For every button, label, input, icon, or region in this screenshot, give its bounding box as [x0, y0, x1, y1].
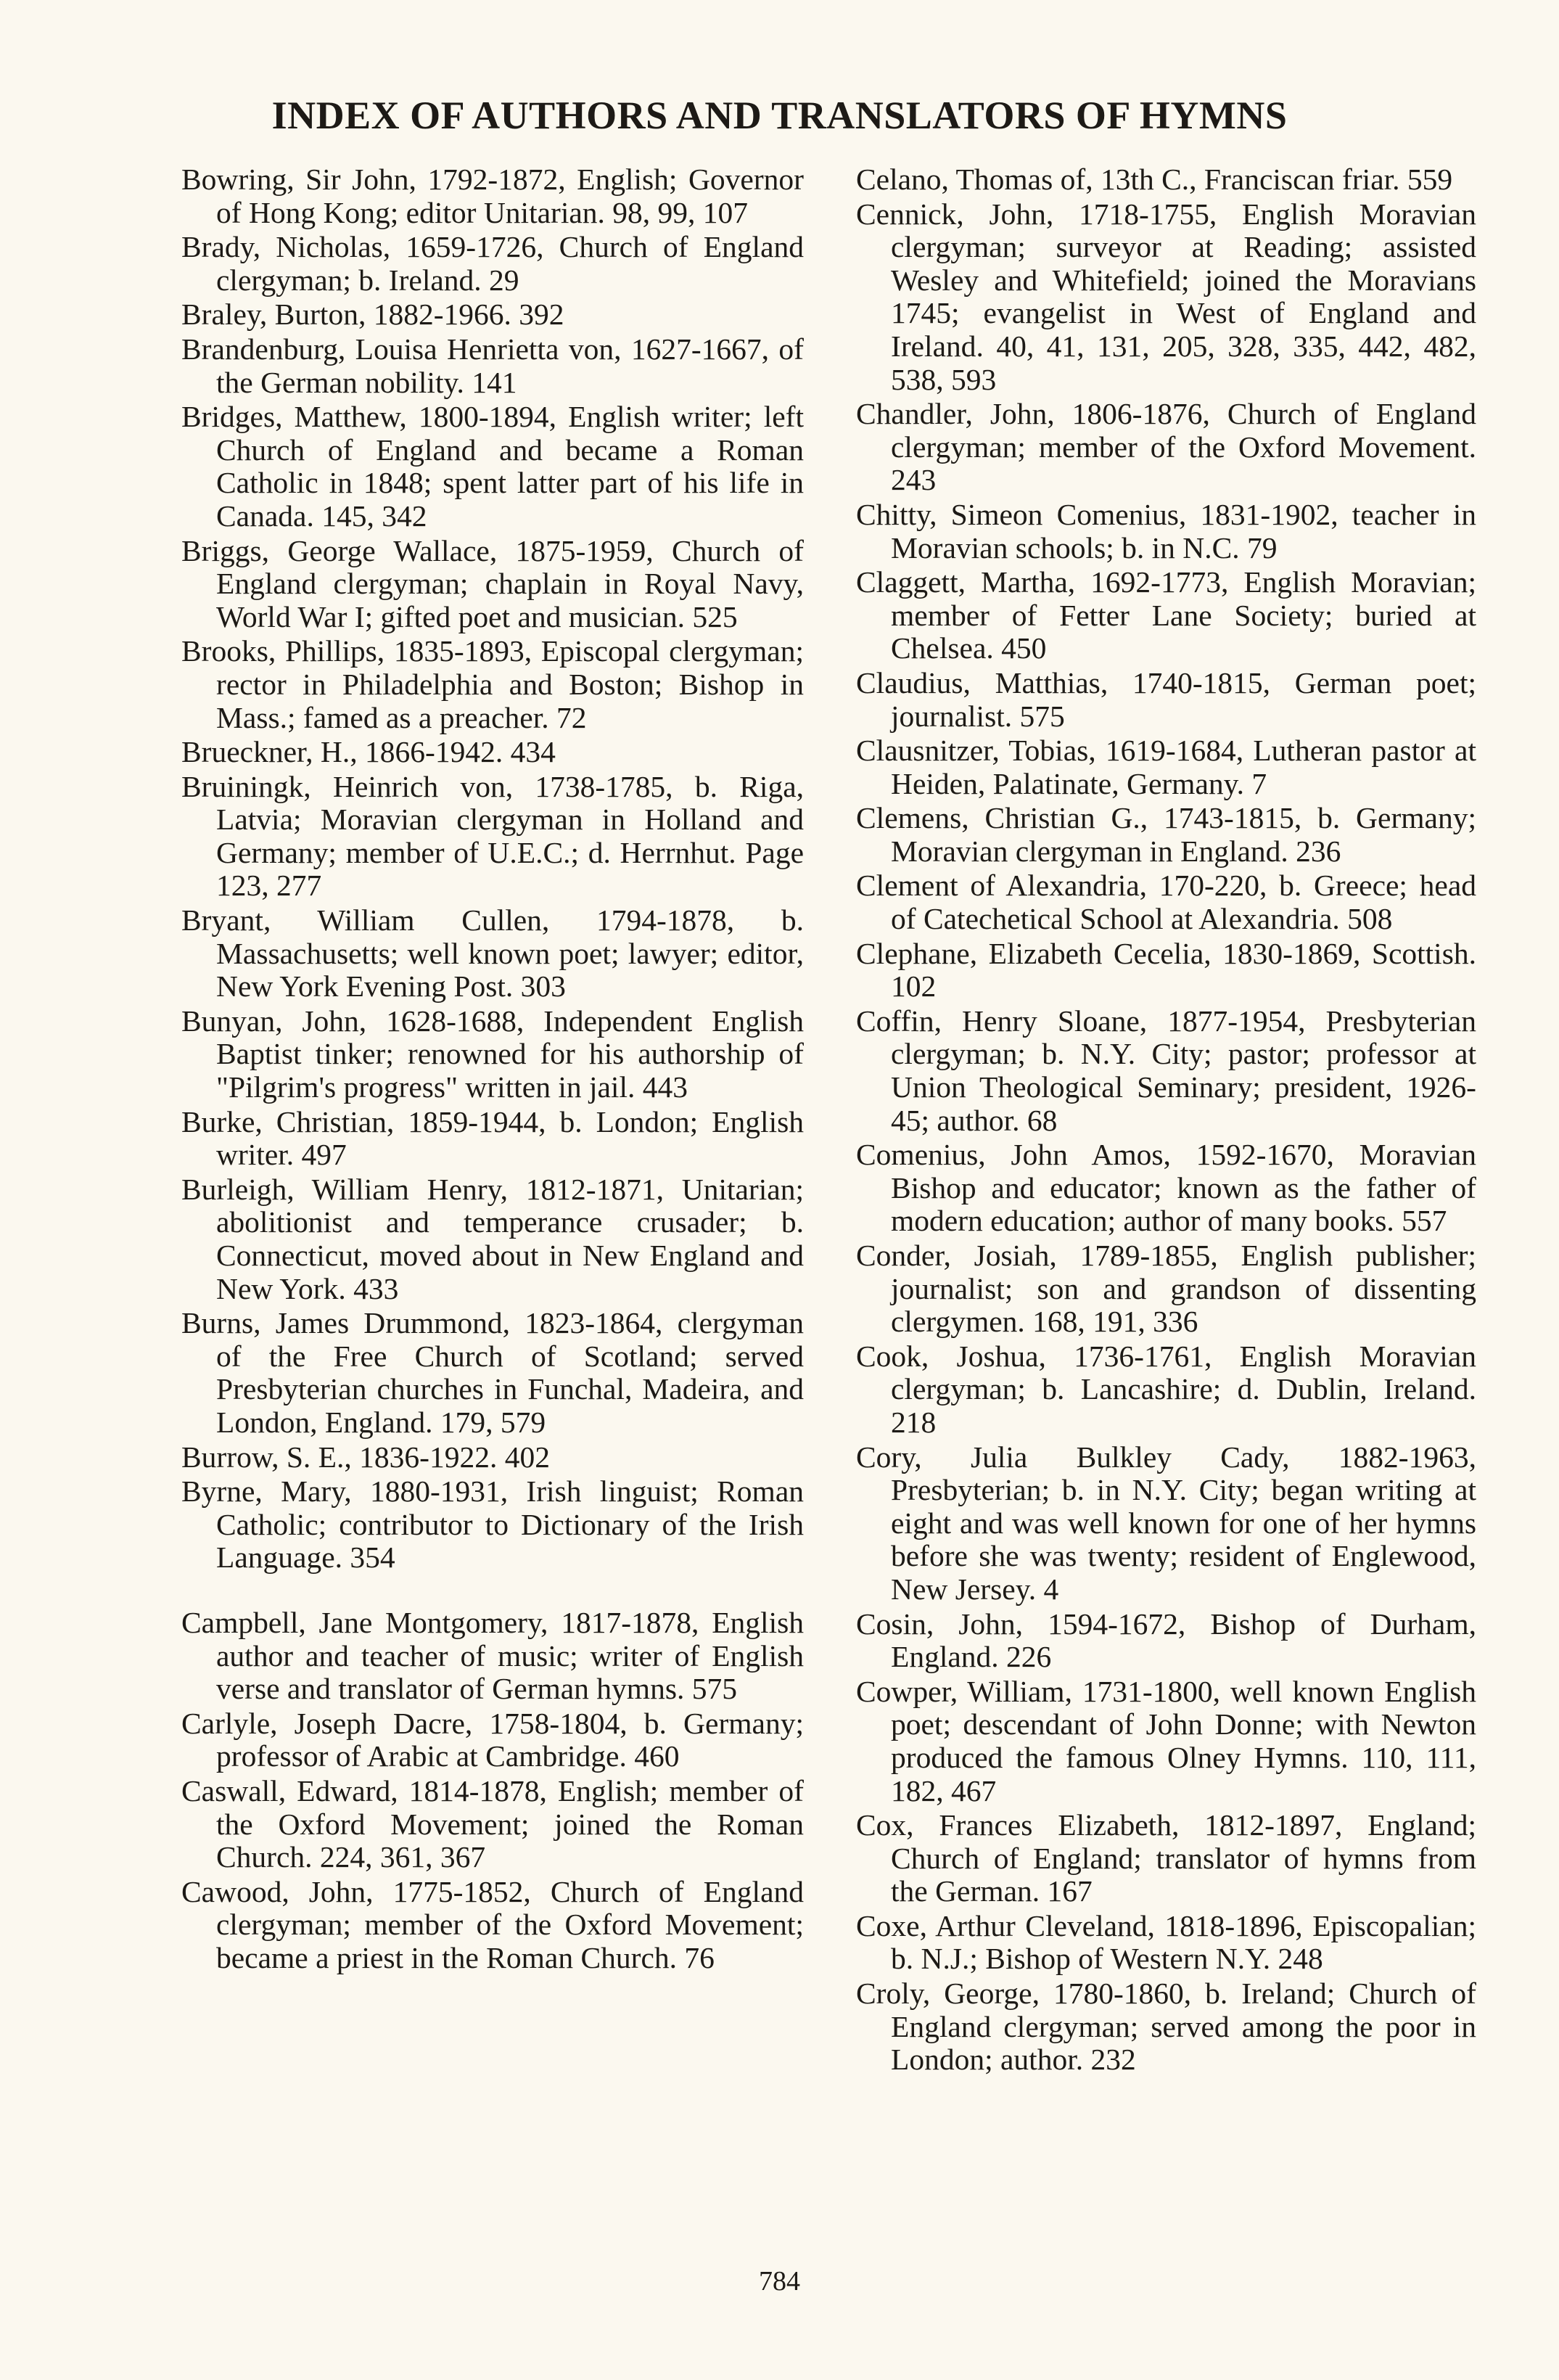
index-entry: Bridges, Matthew, 1800-1894, English writer; left Church of England and became a Roman Catholic in 1848; spent latter part of his life in Canada. 145, 342: [181, 400, 804, 533]
index-entry: Cennick, John, 1718-1755, English Moravian clergyman; surveyor at Reading; assisted Wesley and Whitefield; joined the Moravians 1745; evangelist in West of England and Ireland. 40, 41, 131, 205, 328, 335, 442, 482, 538, 593: [856, 197, 1476, 396]
index-entry: Bryant, William Cullen, 1794-1878, b. Massachusetts; well known poet; lawyer; editor, New York Evening Post. 303: [181, 903, 804, 1004]
index-entry: Croly, George, 1780-1860, b. Ireland; Church of England clergyman; served among the poor in London; author. 232: [856, 1977, 1476, 2077]
index-entry: Celano, Thomas of, 13th C., Franciscan friar. 559: [856, 163, 1453, 196]
index-entry: Clemens, Christian G., 1743-1815, b. Germany; Moravian clergyman in England. 236: [856, 801, 1476, 868]
index-entry: Carlyle, Joseph Dacre, 1758-1804, b. Germany; professor of Arabic at Cambridge. 460: [181, 1706, 804, 1773]
index-entry: Chandler, John, 1806-1876, Church of England clergyman; member of the Oxford Movement. 243: [856, 397, 1476, 497]
index-entry: Cosin, John, 1594-1672, Bishop of Durham, England. 226: [856, 1606, 1476, 1674]
index-entry: Burleigh, William Henry, 1812-1871, Unitarian; abolitionist and temperance crusader; b. Connecticut, moved about in New England and New York. 433: [181, 1172, 804, 1305]
right-column: [856, 163, 1476, 2078]
index-entry: Claggett, Martha, 1692-1773, English Moravian; member of Fetter Lane Society; buried at Chelsea. 450: [856, 565, 1476, 665]
index-entry: Caswall, Edward, 1814-1878, English; member of the Oxford Movement; joined the Roman Church. 224, 361, 367: [181, 1773, 804, 1874]
index-entry: Coffin, Henry Sloane, 1877-1954, Presbyterian clergyman; b. N.Y. City; pastor; professor at Union Theological Seminary; president, 1926-45; author. 68: [856, 1004, 1476, 1137]
index-entry: Byrne, Mary, 1880-1931, Irish linguist; Roman Catholic; contributor to Dictionary of the Irish Language. 354: [181, 1474, 804, 1575]
index-entry: Burns, James Drummond, 1823-1864, clergyman of the Free Church of Scotland; served Presbyterian churches in Funchal, Madeira, and London, England. 179, 579: [181, 1306, 804, 1439]
index-entry: Coxe, Arthur Cleveland, 1818-1896, Episcopalian; b. N.J.; Bishop of Western N.Y. 248: [856, 1908, 1476, 1976]
index-entry: Clausnitzer, Tobias, 1619-1684, Lutheran pastor at Heiden, Palatinate, Germany. 7: [856, 734, 1476, 800]
index-entry: Cowper, William, 1731-1800, well known English poet; descendant of John Donne; with Newton produced the famous Olney Hymns. 110, 111, 182, 467: [856, 1674, 1476, 1807]
index-entry: Cory, Julia Bulkley Cady, 1882-1963, Presbyterian; b. in N.Y. City; began writing at eight and was well known for one of her hymns before she was twenty; resident of Englewood, New Jersey. 4: [856, 1440, 1476, 1606]
index-entry: Bruiningk, Heinrich von, 1738-1785, b. Riga, Latvia; Moravian clergyman in Holland and Germany; member of U.E.C.; d. Herrnhut. Page 123, 277: [181, 769, 804, 903]
index-entry: Chitty, Simeon Comenius, 1831-1902, teacher in Moravian schools; b. in N.C. 79: [856, 497, 1476, 565]
index-entry: Clephane, Elizabeth Cecelia, 1830-1869, Scottish. 102: [856, 936, 1476, 1004]
index-entry: Braley, Burton, 1882-1966. 392: [181, 298, 564, 332]
index-entry: Briggs, George Wallace, 1875-1959, Church of England clergyman; chaplain in Royal Navy, World War I; gifted poet and musician. 525: [181, 533, 804, 633]
index-entry: Campbell, Jane Montgomery, 1817-1878, English author and teacher of music; writer of English verse and translator of German hymns. 575: [181, 1605, 804, 1706]
index-entry: Conder, Josiah, 1789-1855, English publisher; journalist; son and grandson of dissenting clergymen. 168, 191, 336: [856, 1239, 1476, 1339]
index-entry: Brooks, Phillips, 1835-1893, Episcopal clergyman; rector in Philadelphia and Boston; Bishop in Mass.; famed as a preacher. 72: [181, 634, 804, 734]
index-entry: Burrow, S. E., 1836-1922. 402: [181, 1440, 550, 1474]
index-entry: Comenius, John Amos, 1592-1670, Moravian Bishop and educator; known as the father of modern education; author of many books. 557: [856, 1138, 1476, 1238]
index-entry: Cook, Joshua, 1736-1761, English Moravian clergyman; b. Lancashire; d. Dublin, Ireland. 218: [856, 1339, 1476, 1439]
left-column: [181, 163, 804, 1976]
index-entry: Burke, Christian, 1859-1944, b. London; English writer. 497: [181, 1104, 804, 1172]
index-entry: Brandenburg, Louisa Henrietta von, 1627-1667, of the German nobility. 141: [181, 332, 804, 399]
index-entry: Claudius, Matthias, 1740-1815, German poet; journalist. 575: [856, 665, 1476, 733]
index-entry: Cox, Frances Elizabeth, 1812-1897, England; Church of England; translator of hymns from the German. 167: [856, 1808, 1476, 1908]
index-entry: Bunyan, John, 1628-1688, Independent English Baptist tinker; renowned for his authorship of "Pilgrim's progress" written in jail. 443: [181, 1004, 804, 1104]
index-entry: Clement of Alexandria, 170-220, b. Greece; head of Catechetical School at Alexandria. 508: [856, 869, 1476, 936]
index-entry: Cawood, John, 1775-1852, Church of England clergyman; member of the Oxford Movement; became a priest in the Roman Church. 76: [181, 1874, 804, 1974]
page-number: 784: [759, 2266, 800, 2297]
page-title: INDEX OF AUTHORS AND TRANSLATORS OF HYMNS: [271, 94, 1288, 137]
index-entry: Brueckner, H., 1866-1942. 434: [181, 735, 556, 769]
index-entry: Brady, Nicholas, 1659-1726, Church of England clergyman; b. Ireland. 29: [181, 230, 804, 297]
index-entry: Bowring, Sir John, 1792-1872, English; Governor of Hong Kong; editor Unitarian. 98, 99, 107: [181, 163, 804, 229]
